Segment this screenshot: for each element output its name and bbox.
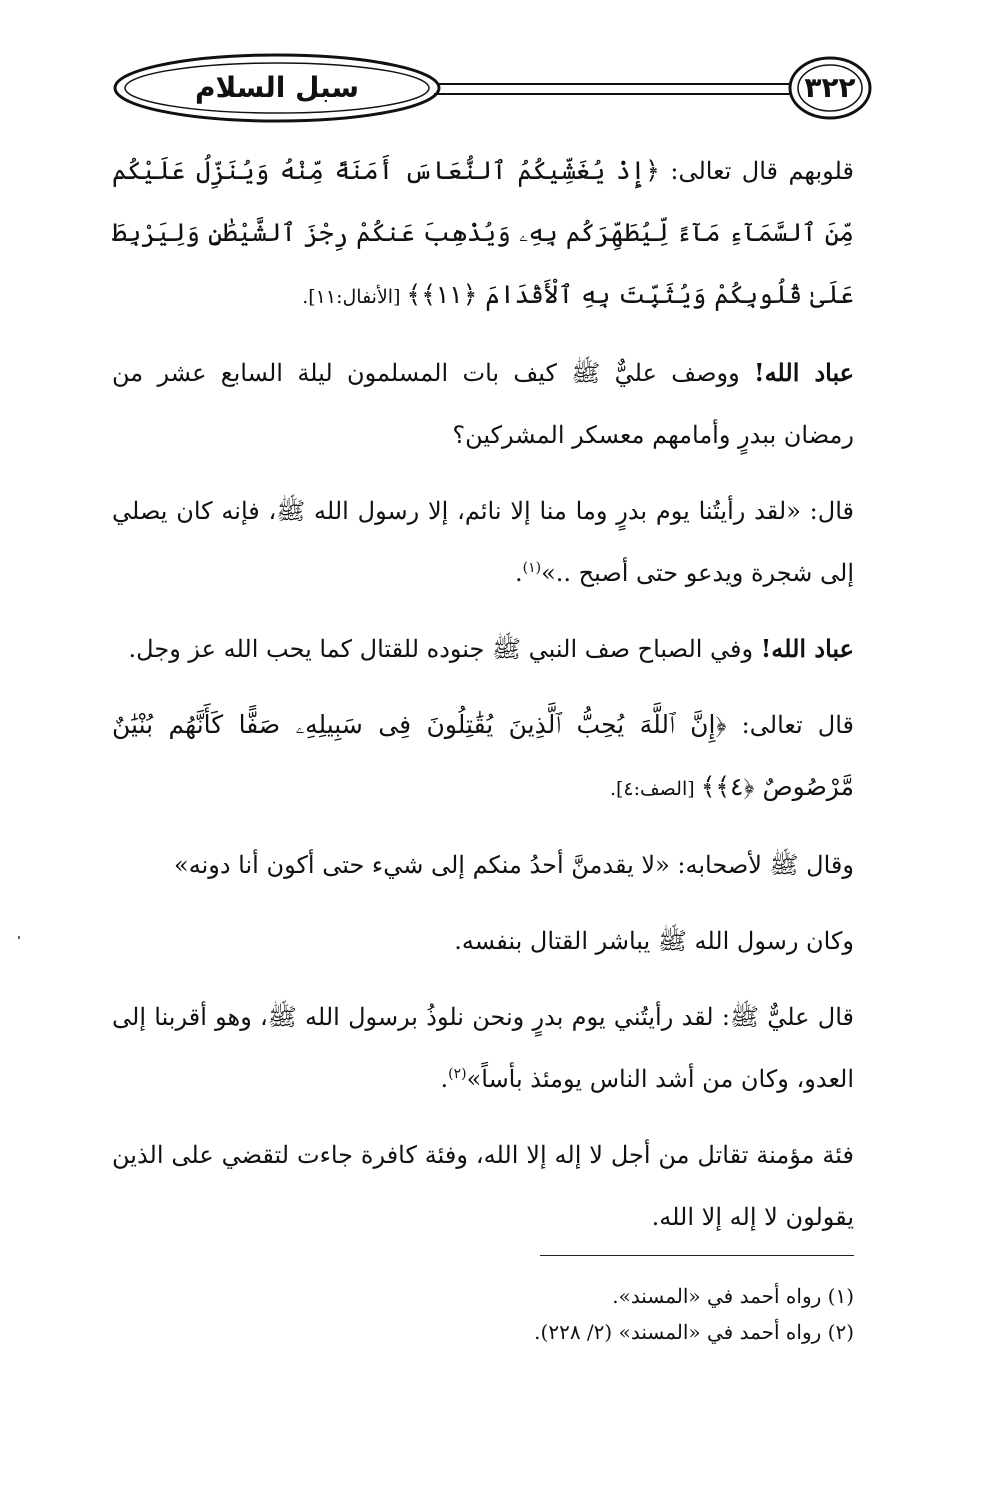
footnote: (١) رواه أحمد في «المسند».	[612, 1284, 854, 1308]
footnote-marker: (٢)	[448, 1066, 467, 1082]
quran-verse: ﴿إِذْ يُغَشِّيكُمُ ٱلنُّعَاسَ أَمَنَةً مِّنْهُ وَيُنَزِّلُ عَلَيْكُم مِّنَ ٱلسَّمَآءِ مَآءً لِّيُطَهِّرَكُم بِهِۦ وَيُذْهِبَ عَنكُمْ رِجْزَ ٱلشَّيْطَٰنِ وَلِيَرْبِطَ عَلَىٰ قُلُوبِكُمْ وَيُثَبِّتَ بِهِ ٱلْأَقْدَامَ ﴿١١﴾﴾	[112, 156, 854, 309]
text-run: قال عليٌّ ﷺ: لقد رأيتُني يوم بدرٍ ونحن نلوذُ برسول الله ﷺ، وهو أقربنا إلى العدو، وكان من أشد الناس يومئذ بأساً»	[112, 1003, 854, 1093]
text-run: .	[440, 1065, 449, 1093]
quran-verse: ﴿إِنَّ ٱللَّهَ يُحِبُّ ٱلَّذِينَ يُقَٰتِلُونَ فِى سَبِيلِهِۦ صَفًّا كَأَنَّهُم بُنْيَٰنٌ مَّرْصُوصٌ ﴿٤﴾﴾	[112, 710, 854, 801]
footnotes	[112, 1278, 854, 1350]
verse-reference: [الأنفال:١١].	[302, 286, 407, 308]
verse-reference: [الصف:٤].	[609, 778, 701, 800]
text-run: وقال ﷺ لأصحابه: «لا يقدمنَّ أحدُ منكم إلى شيء حتى أكون أنا دونه»	[174, 851, 854, 879]
paragraph	[112, 1124, 854, 1248]
paragraph	[112, 140, 854, 328]
text-run: وكان رسول الله ﷺ يباشر القتال بنفسه.	[454, 927, 854, 955]
paragraph	[112, 694, 854, 820]
text-run: ووصف عليٌّ ﷺ كيف بات المسلمون ليلة السابع عشر من رمضان ببدرٍ وأمامهم معسكر المشركين؟	[112, 359, 854, 449]
paragraph	[112, 480, 854, 604]
running-title: سبل السلام	[194, 71, 360, 104]
body-text	[112, 140, 854, 1262]
page-number: ٣٢٢	[804, 71, 856, 104]
paragraph-label: عباد الله!	[760, 634, 854, 663]
paragraph	[112, 342, 854, 466]
footnote-marker: (١)	[522, 560, 542, 576]
text-run: فئة مؤمنة تقاتل من أجل لا إله إلا الله، وفئة كافرة جاءت لتقضي على الذين يقولون لا إله إلا الله.	[112, 1141, 854, 1231]
text-run: قلوبهم قال تعالى:	[659, 157, 854, 185]
paragraph	[112, 986, 854, 1110]
footnote-divider	[540, 1255, 854, 1256]
scan-speck	[18, 936, 20, 939]
page-header	[112, 50, 872, 130]
text-run: قال: «لقد رأيتُنا يوم بدرٍ وما منا إلا نائم، إلا رسول الله ﷺ، فإنه كان يصلي إلى شجرة ويدعو حتى أصبح ..»	[112, 497, 854, 587]
text-run: .	[514, 559, 523, 587]
paragraph	[112, 618, 854, 680]
paragraph	[112, 910, 854, 972]
text-run: قال تعالى:	[726, 711, 855, 739]
footnote: (٢) رواه أحمد في «المسند» (٢/ ٢٢٨).	[534, 1320, 854, 1344]
text-run: وفي الصباح صف النبي ﷺ جنوده للقتال كما يحب الله عز وجل.	[128, 635, 761, 663]
paragraph	[112, 834, 854, 896]
paragraph-label: عباد الله!	[754, 358, 855, 387]
